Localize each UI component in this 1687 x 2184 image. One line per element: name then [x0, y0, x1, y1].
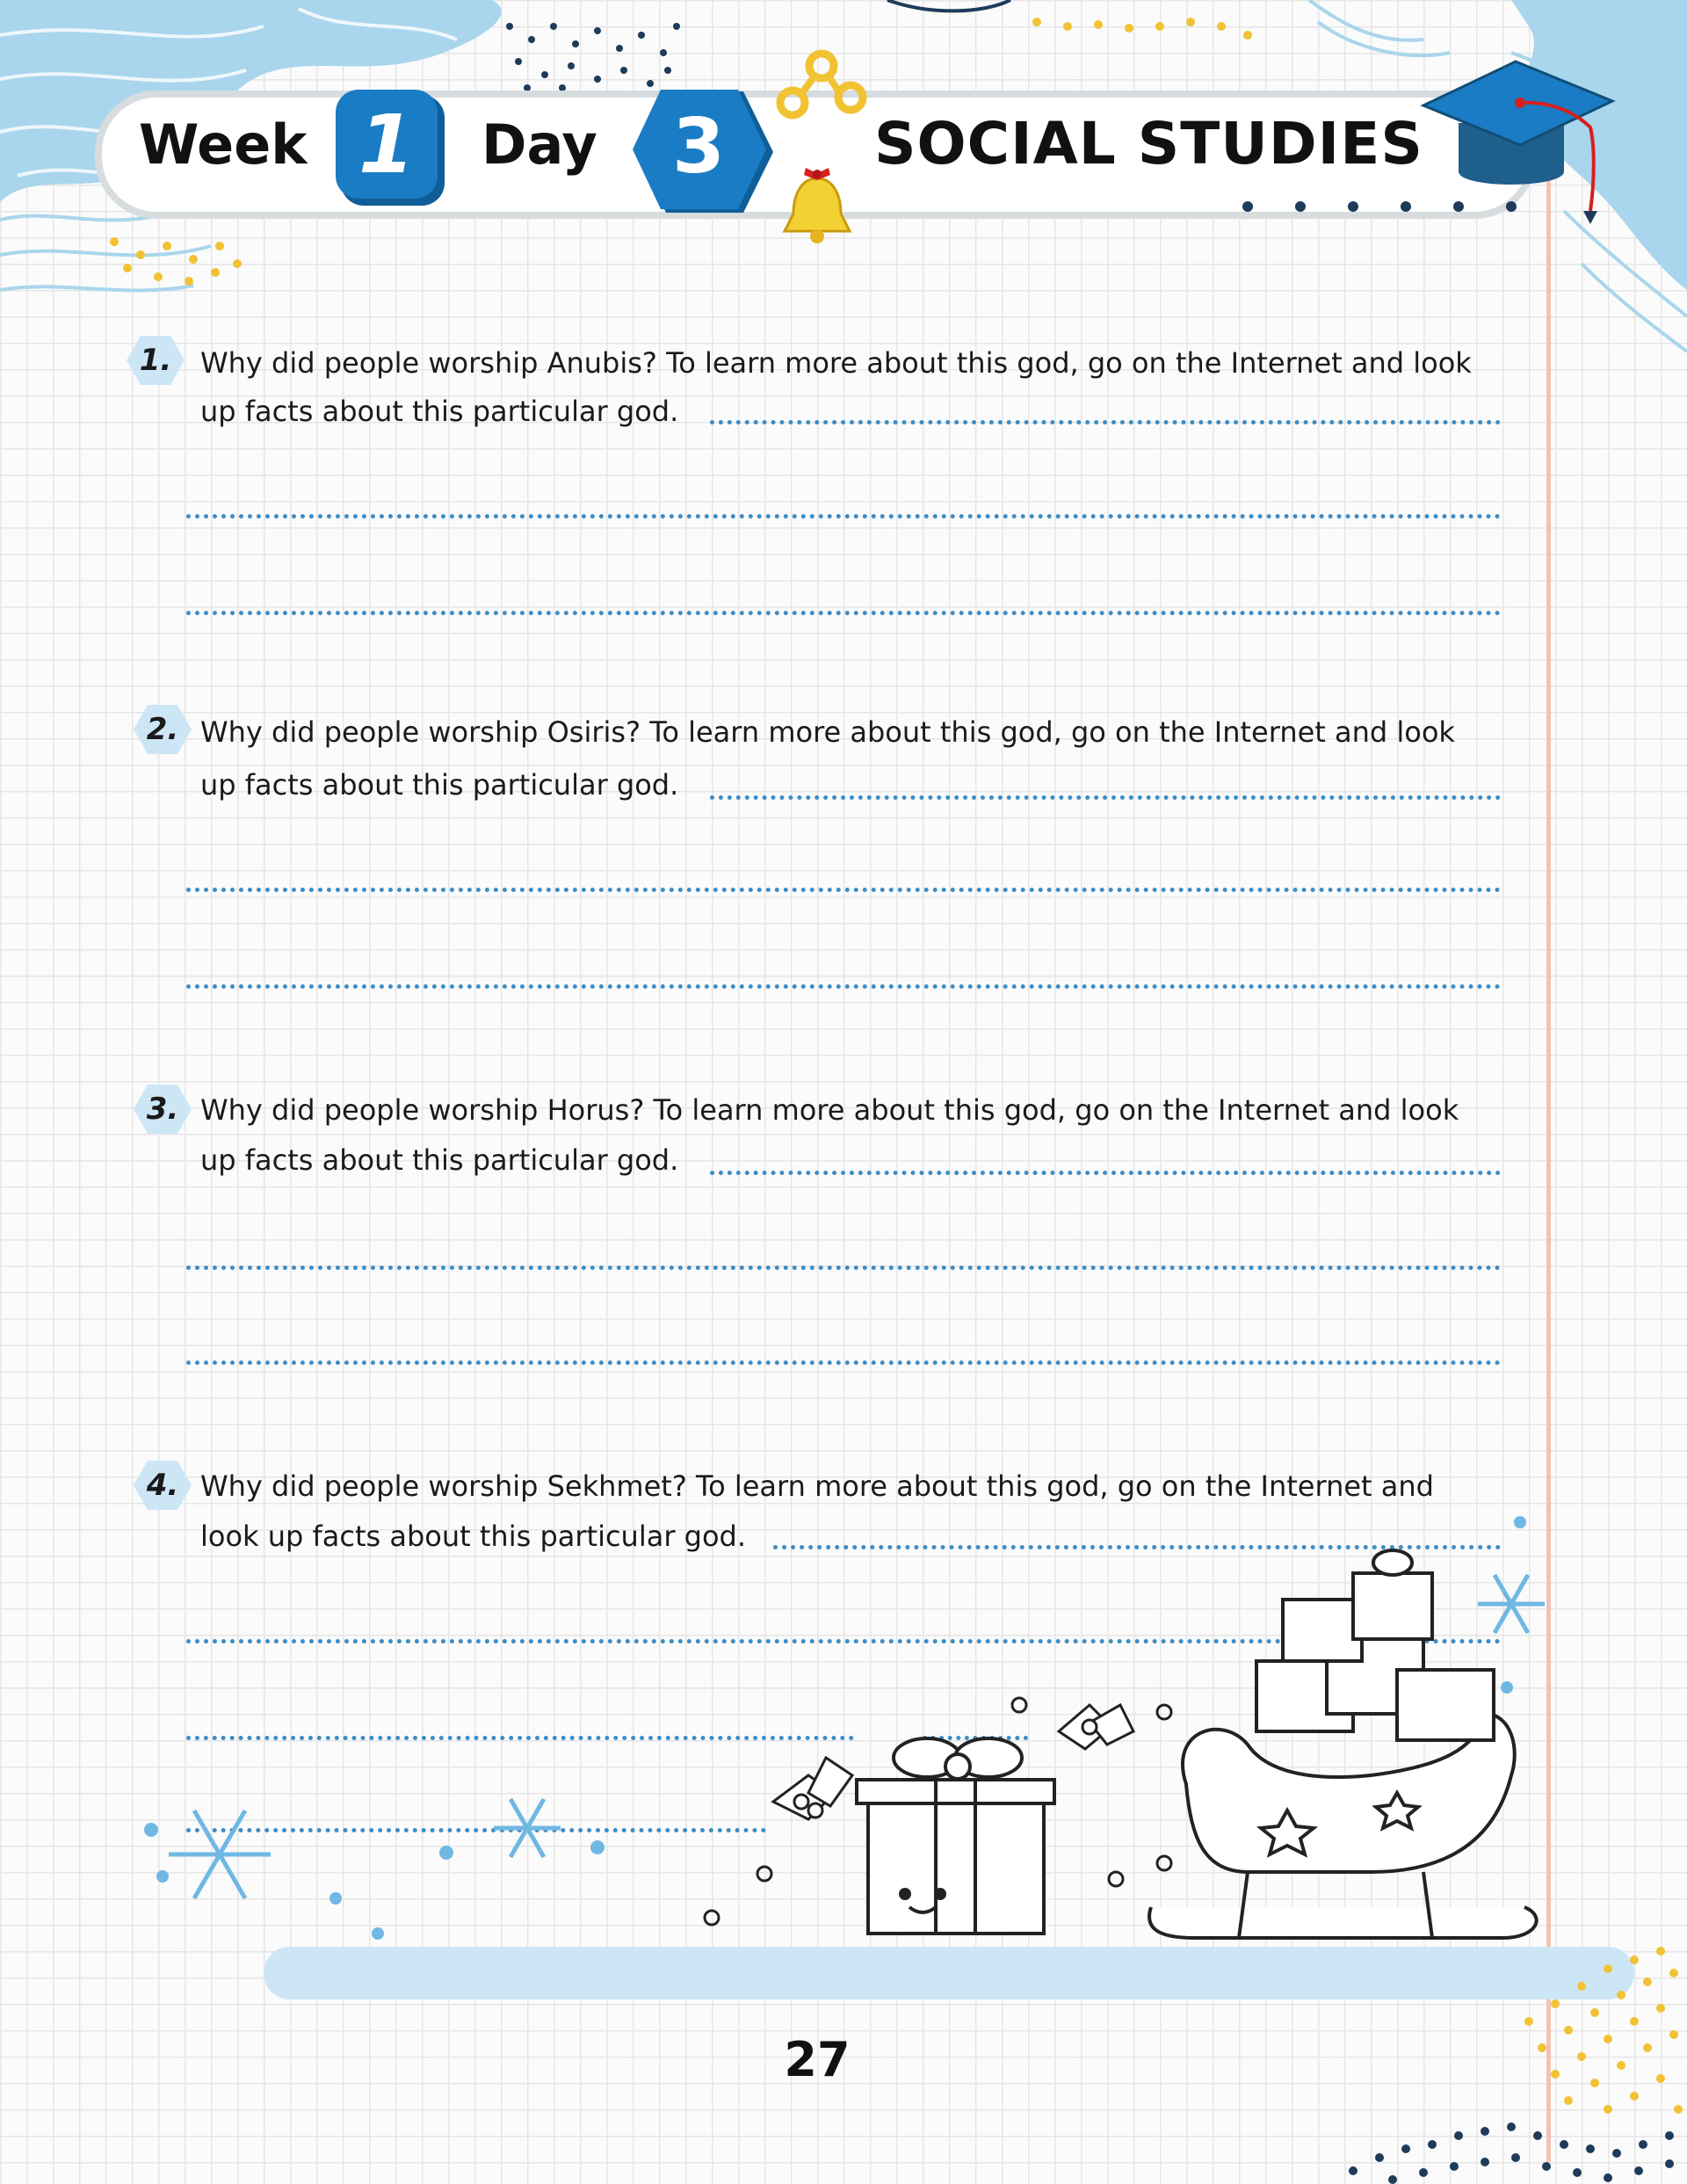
question-3-line-1: Why did people worship Horus? To learn more about this god, go on the Internet and look	[200, 1093, 1459, 1127]
week-label: Week	[139, 112, 308, 177]
day-number: 3	[672, 103, 725, 191]
question-1-line-1: Why did people worship Anubis? To learn more about this god, go on the Internet and look	[200, 346, 1472, 380]
question-2-number: 2.	[146, 712, 179, 747]
week-number: 1	[358, 98, 415, 192]
question-1-line-2: up facts about this particular god.	[200, 395, 679, 428]
question-4-number: 4.	[146, 1468, 179, 1503]
question-4-line-1: Why did people worship Sekhmet? To learn more about this god, go on the Internet and	[200, 1469, 1434, 1503]
question-3-number: 3.	[146, 1092, 179, 1127]
question-4-line-2: look up facts about this particular god.	[200, 1520, 747, 1553]
question-2-line-1: Why did people worship Osiris? To learn more about this god, go on the Internet and look	[200, 715, 1455, 749]
question-3-line-2: up facts about this particular god.	[200, 1143, 679, 1177]
subject-title: SOCIAL STUDIES	[874, 110, 1423, 178]
day-label: Day	[481, 112, 597, 177]
question-1-number: 1.	[139, 343, 172, 378]
page-number: 27	[784, 2032, 851, 2087]
question-2-line-2: up facts about this particular god.	[200, 768, 679, 802]
